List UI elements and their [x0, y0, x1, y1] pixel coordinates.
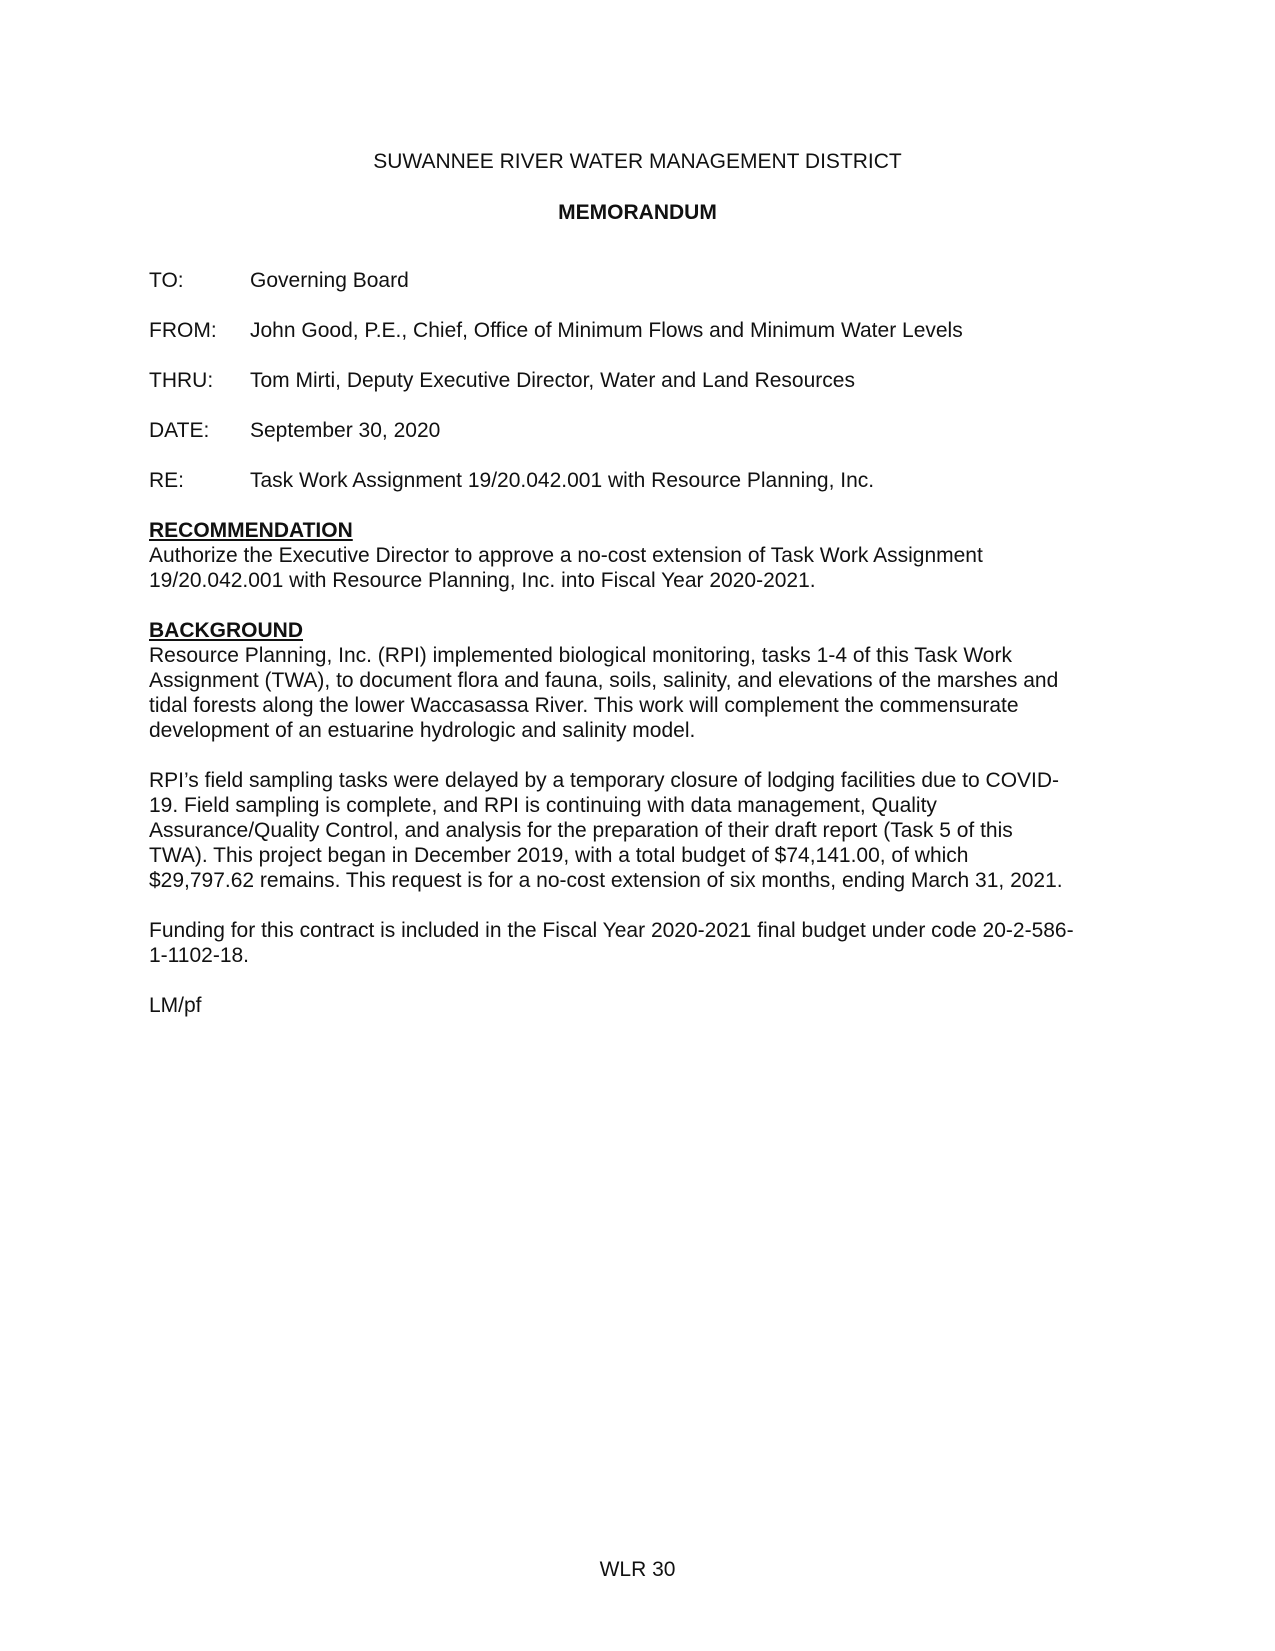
- background-paragraph-1-line: development of an estuarine hydrologic and salinity model.: [149, 719, 696, 742]
- re-row: [149, 468, 1149, 494]
- date-label: DATE:: [149, 419, 210, 442]
- document-type: MEMORANDUM: [558, 201, 717, 224]
- background-paragraph-1-line: Resource Planning, Inc. (RPI) implemented biological monitoring, tasks 1-4 of this Task Work: [149, 644, 1012, 667]
- to-value: Governing Board: [250, 269, 409, 292]
- recommendation-line: Authorize the Executive Director to approve a no-cost extension of Task Work Assignment: [149, 544, 983, 567]
- author-initials: LM/pf: [149, 994, 202, 1017]
- background-section: [149, 618, 1159, 743]
- recommendation-line: 19/20.042.001 with Resource Planning, Inc. into Fiscal Year 2020-2021.: [149, 569, 816, 592]
- date-row: [149, 418, 1149, 444]
- recommendation-section: [149, 518, 1159, 593]
- background-paragraph-3: [149, 918, 1159, 968]
- background-paragraph-2-line: 19. Field sampling is complete, and RPI is continuing with data management, Quality: [149, 794, 937, 817]
- recommendation-heading: RECOMMENDATION: [149, 519, 353, 542]
- from-label: FROM:: [149, 319, 217, 342]
- organization-name: SUWANNEE RIVER WATER MANAGEMENT DISTRICT: [373, 150, 902, 173]
- thru-row: [149, 368, 1149, 394]
- background-paragraph-2-line: $29,797.62 remains. This request is for a no-cost extension of six months, ending March 31, 2021.: [149, 869, 1063, 892]
- date-value: September 30, 2020: [250, 419, 441, 442]
- background-heading: BACKGROUND: [149, 619, 303, 642]
- background-paragraph-3-line: Funding for this contract is included in the Fiscal Year 2020-2021 final budget under code 20-2-586-: [149, 919, 1074, 942]
- re-label: RE:: [149, 469, 185, 492]
- thru-value: Tom Mirti, Deputy Executive Director, Water and Land Resources: [250, 369, 855, 392]
- from-value: John Good, P.E., Chief, Office of Minimum Flows and Minimum Water Levels: [250, 319, 963, 342]
- background-paragraph-3-line: 1-1102-18.: [149, 944, 250, 967]
- to-label: TO:: [149, 269, 184, 292]
- thru-label: THRU:: [149, 369, 214, 392]
- background-paragraph-1-line: Assignment (TWA), to document flora and fauna, soils, salinity, and elevations of the marshes and: [149, 669, 1059, 692]
- background-paragraph-2-line: Assurance/Quality Control, and analysis for the preparation of their draft report (Task 5 of this: [149, 819, 1013, 842]
- background-paragraph-2-line: TWA). This project began in December 2019, with a total budget of $74,141.00, of which: [149, 844, 969, 867]
- background-paragraph-1-line: tidal forests along the lower Waccasassa River. This work will complement the commensurate: [149, 694, 1019, 717]
- re-value: Task Work Assignment 19/20.042.001 with Resource Planning, Inc.: [250, 469, 875, 492]
- to-row: [149, 268, 1149, 294]
- background-paragraph-2: [149, 768, 1159, 893]
- page-footer: WLR 30: [599, 1558, 676, 1581]
- from-row: [149, 318, 1149, 344]
- background-paragraph-2-line: RPI’s field sampling tasks were delayed by a temporary closure of lodging facilities due to COVID-: [149, 769, 1060, 792]
